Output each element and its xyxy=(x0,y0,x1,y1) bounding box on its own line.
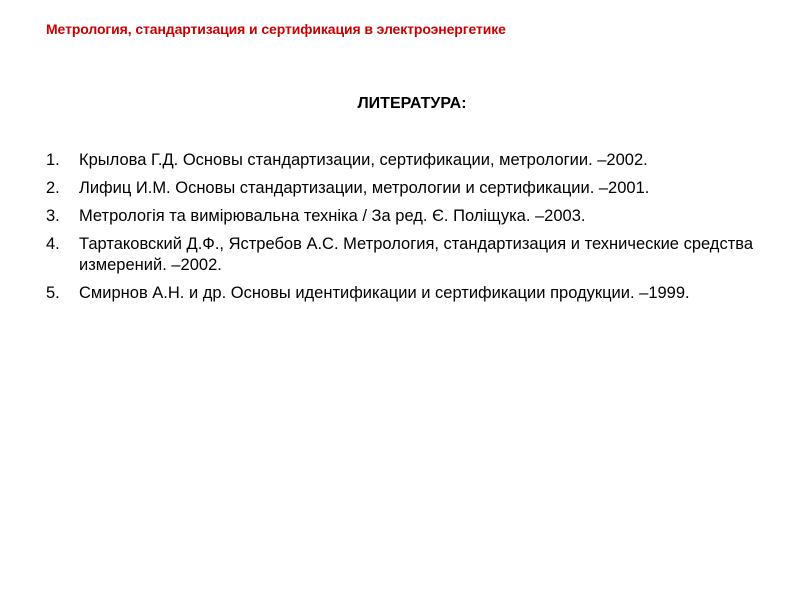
reference-item-3 xyxy=(46,206,776,227)
reference-item-5 xyxy=(46,283,776,304)
reference-text: Лифиц И.М. Основы стандартизации, метрологии и сертификации. –2001. xyxy=(79,179,650,197)
reference-item-1 xyxy=(46,150,776,171)
reference-number: 2. xyxy=(46,179,60,197)
reference-number: 4. xyxy=(46,235,60,253)
slide-header-title: Метрология, стандартизация и сертификация в электроэнергетике xyxy=(46,21,506,37)
reference-list xyxy=(46,150,776,311)
reference-number: 3. xyxy=(46,207,60,225)
reference-number: 1. xyxy=(46,151,60,169)
reference-number: 5. xyxy=(46,284,60,302)
reference-text: Метрологія та вимірювальна техніка / За ред. Є. Поліщука. –2003. xyxy=(79,207,586,225)
literature-heading: ЛИТЕРАТУРА: xyxy=(357,95,467,112)
reference-text: Смирнов А.Н. и др. Основы идентификации и сертификации продукции. –1999. xyxy=(79,284,690,302)
reference-item-4 xyxy=(46,234,776,276)
reference-text: Крылова Г.Д. Основы стандартизации, сертификации, метрологии. –2002. xyxy=(79,151,648,169)
reference-text: Тартаковский Д.Ф., Ястребов А.С. Метрология, стандартизация и технические средства измерений. –2002. xyxy=(79,235,754,274)
reference-item-2 xyxy=(46,178,776,199)
